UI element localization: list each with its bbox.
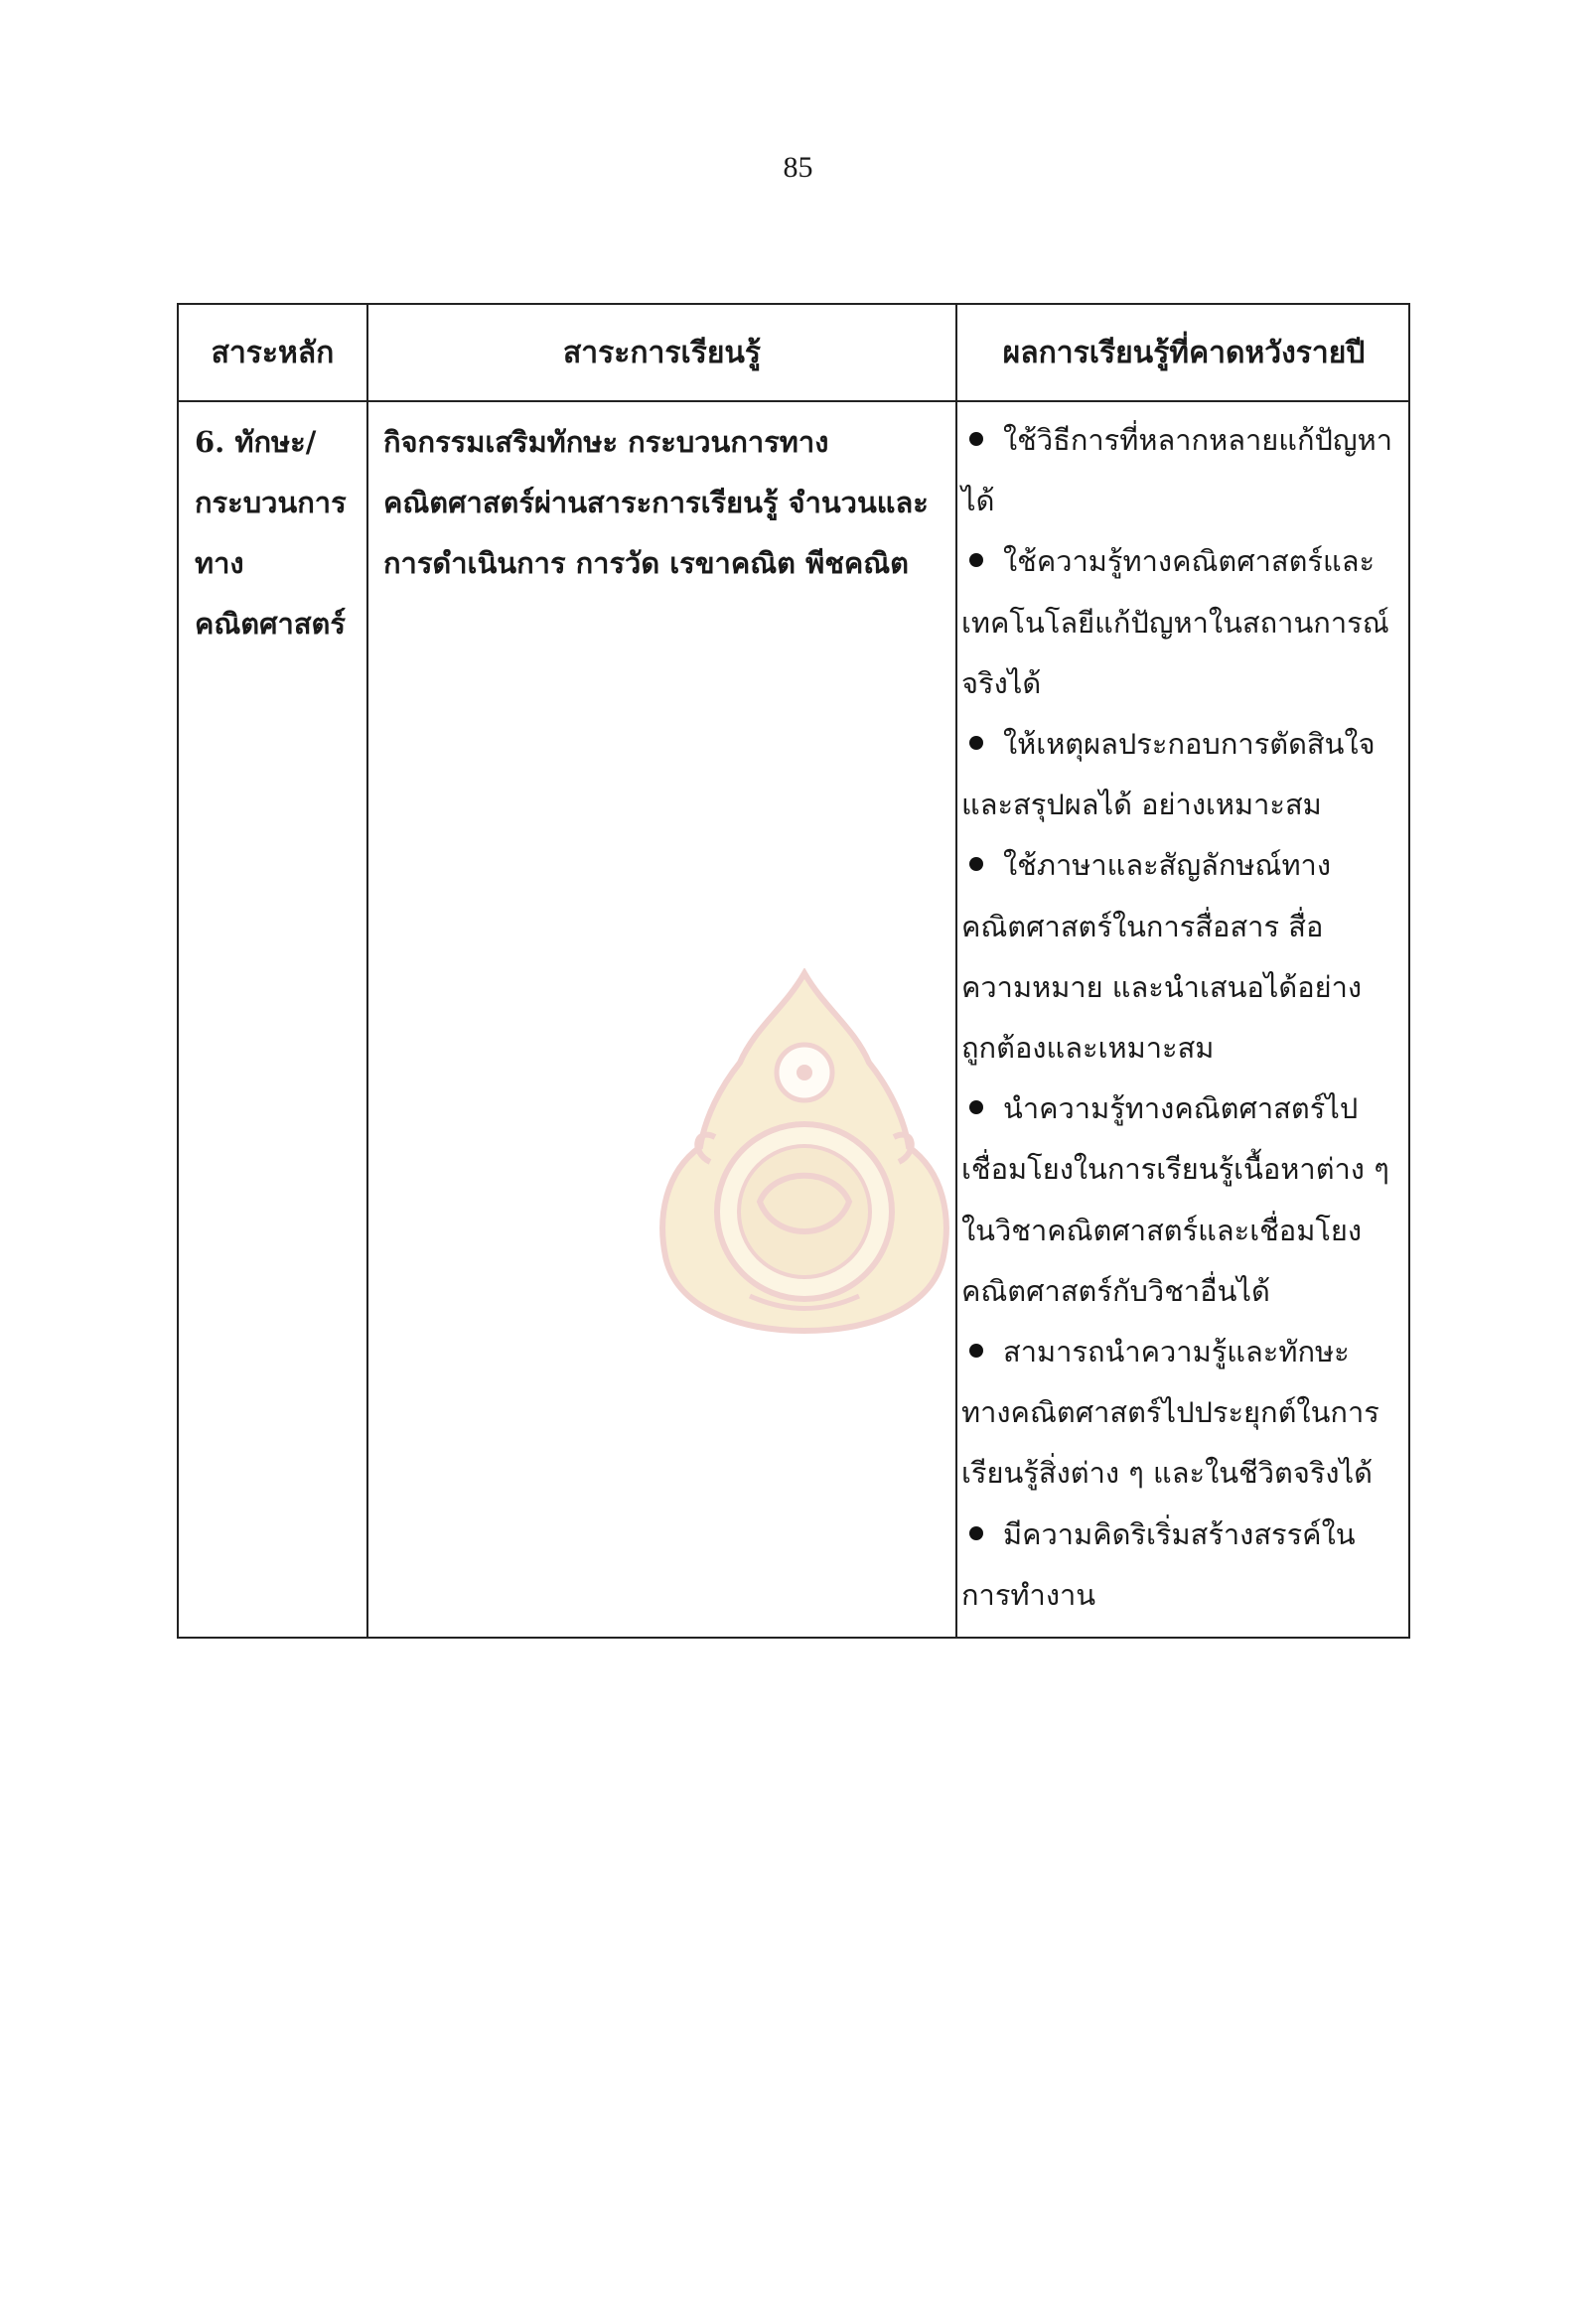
column-divider <box>955 305 957 1637</box>
outcome-line: ให้เหตุผลประกอบการตัดสินใจ <box>961 714 1406 775</box>
outcome-line: ใช้ภาษาและสัญลักษณ์ทาง <box>961 835 1406 896</box>
bullet-icon <box>969 1526 983 1540</box>
outcome-line: ความหมาย และนำเสนอได้อย่าง <box>961 969 1363 1004</box>
outcome-line: และสรุปผลได้ อย่างเหมาะสม <box>961 788 1322 822</box>
outcome-line: การทำงาน <box>961 1577 1096 1612</box>
outcome-line: คณิตศาสตร์ในการสื่อสาร สื่อ <box>961 909 1324 943</box>
core-strand-line: คณิตศาสตร์ <box>195 607 346 641</box>
header-expected-outcomes: ผลการเรียนรู้ที่คาดหวังรายปี <box>1002 335 1366 370</box>
outcome-line: เชื่อมโยงในการเรียนรู้เนื้อหาต่าง ๆ <box>961 1152 1389 1187</box>
learning-content-cell <box>383 412 949 594</box>
outcome-line: ได้ <box>961 484 995 518</box>
bullet-icon <box>969 1100 983 1114</box>
outcome-line: ใช้ความรู้ทางคณิตศาสตร์และ <box>961 531 1406 592</box>
outcome-line: ทางคณิตศาสตร์ไปประยุกต์ในการ <box>961 1395 1379 1430</box>
bullet-icon <box>969 736 983 750</box>
outcome-line: เรียนรู้สิ่งต่าง ๆ และในชีวิตจริงได้ <box>961 1456 1374 1491</box>
outcome-line: จริงได้ <box>961 665 1042 700</box>
outcome-line: สามารถนำความรู้และทักษะ <box>961 1322 1406 1382</box>
learning-content-line: กิจกรรมเสริมทักษะ กระบวนการทาง <box>383 425 829 459</box>
outcome-line: มีความคิดริเริ่มสร้างสรรค์ใน <box>961 1505 1406 1565</box>
core-strand-line: ทาง <box>195 546 244 580</box>
header-core-strand: สาระหลัก <box>211 335 335 370</box>
core-strand-line: 6. ทักษะ/ <box>195 425 317 459</box>
outcome-line: ใช้วิธีการที่หลากหลายแก้ปัญหา <box>961 410 1406 471</box>
outcome-line: คณิตศาสตร์กับวิชาอื่นได้ <box>961 1273 1270 1308</box>
outcome-line: ถูกต้องและเหมาะสม <box>961 1031 1215 1066</box>
core-strand-line: กระบวนการ <box>195 486 347 519</box>
bullet-icon <box>969 553 983 567</box>
learning-content-line: การดำเนินการ การวัด เรขาคณิต พีชคณิต <box>383 546 910 580</box>
learning-content-line: คณิตศาสตร์ผ่านสาระการเรียนรู้ จำนวนและ <box>383 486 929 519</box>
curriculum-table <box>177 303 1410 1639</box>
header-learning-content: สาระการเรียนรู้ <box>562 335 762 370</box>
header-divider <box>179 400 1408 402</box>
expected-outcomes-cell <box>961 410 1406 1626</box>
outcome-line: ในวิชาคณิตศาสตร์และเชื่อมโยง <box>961 1213 1363 1247</box>
outcome-line: เทคโนโลยีแก้ปัญหาในสถานการณ์ <box>961 605 1389 640</box>
core-strand-cell <box>195 412 363 654</box>
outcome-line: นำความรู้ทางคณิตศาสตร์ไป <box>961 1079 1406 1139</box>
bullet-icon <box>969 1344 983 1358</box>
column-divider <box>366 305 368 1637</box>
bullet-icon <box>969 857 983 871</box>
page-number: 85 <box>783 151 813 184</box>
bullet-icon <box>969 432 983 446</box>
